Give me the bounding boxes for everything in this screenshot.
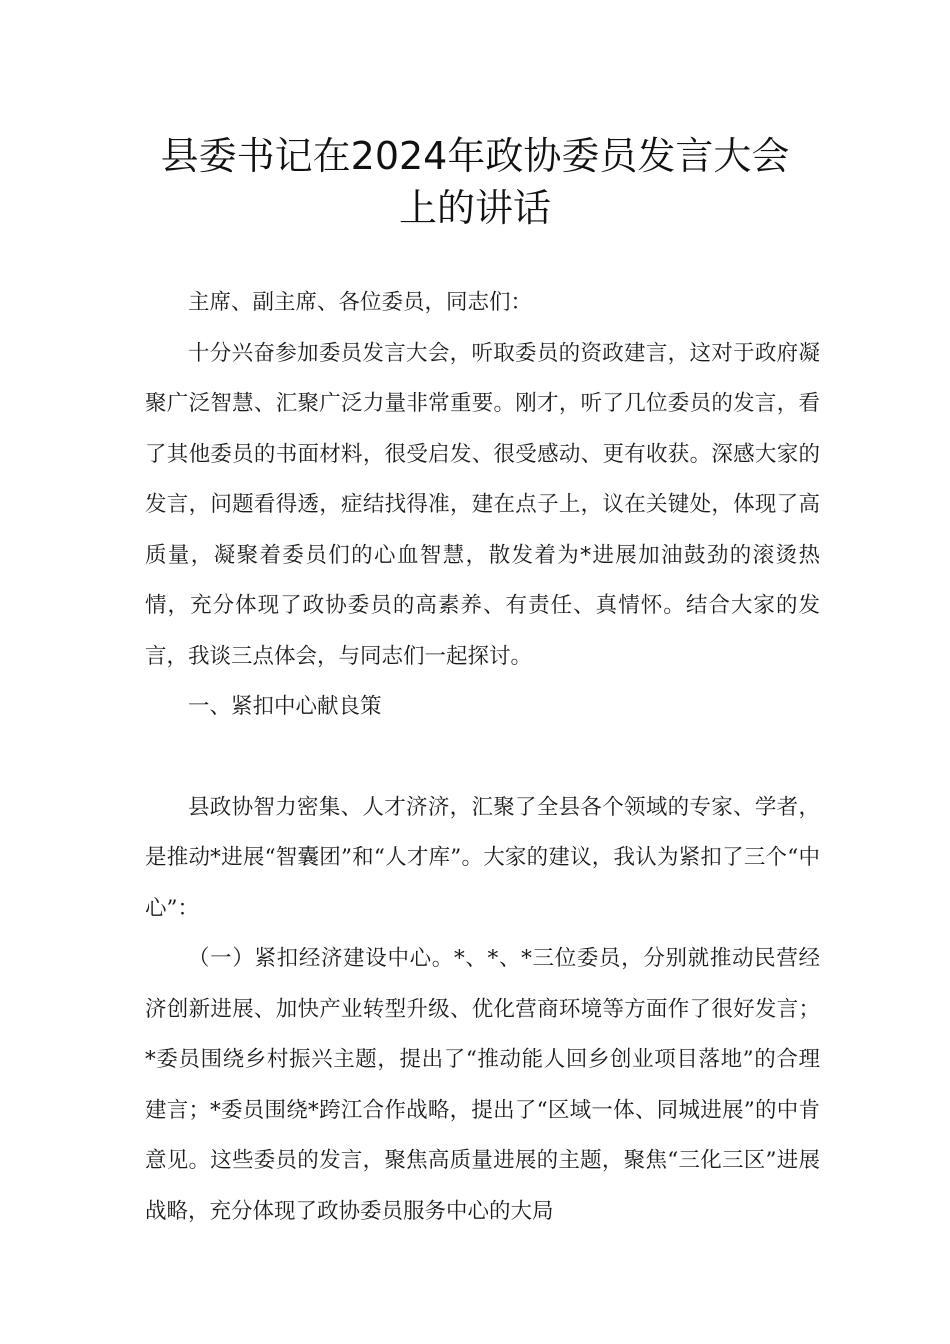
- section-heading-1: 一、紧扣中心献良策: [188, 694, 382, 719]
- document-title-line-1: 县委书记在2024年政协委员发言大会: [160, 134, 790, 178]
- paragraph-2: 县政协智力密集、人才济济，汇聚了全县各个领域的专家、学者，是推动*进展“智囊团”和“人才库”。大家的建议，我认为紧扣了三个“中心”：: [145, 794, 820, 921]
- document-title-line-2: 上的讲话: [398, 186, 551, 230]
- paragraph-3: （一）紧扣经济建设中心。*、*、*三位委员，分别就推动民营经济创新进展、加快产业转型升级、优化营商环境等方面作了很好发言；*委员围绕乡村振兴主题，提出了“推动能人回乡创业项目落地”的合理建言；*委员围绕*跨江合作战略，提出了“区域一体、同城进展”的中肯意见。这些委员的发言，聚焦高质量进展的主题，聚焦“三化三区”进展战略，充分体现了政协委员服务中心的大局: [145, 946, 820, 1224]
- document-body: [145, 278, 820, 1237]
- paragraph-1: 十分兴奋参加委员发言大会，听取委员的资政建言，这对于政府凝聚广泛智慧、汇聚广泛力量非常重要。刚才，听了几位委员的发言，看了其他委员的书面材料，很受启发、很受感动、更有收获。深感大家的发言，问题看得透，症结找得准，建在点子上，议在关键处，体现了高质量，凝聚着委员们的心血智慧，散发着为*进展加油鼓劲的滚烫热情，充分体现了政协委员的高素养、有责任、真情怀。结合大家的发言，我谈三点体会，与同志们一起探讨。: [145, 340, 820, 669]
- salutation: 主席、副主席、各位委员，同志们：: [188, 290, 533, 315]
